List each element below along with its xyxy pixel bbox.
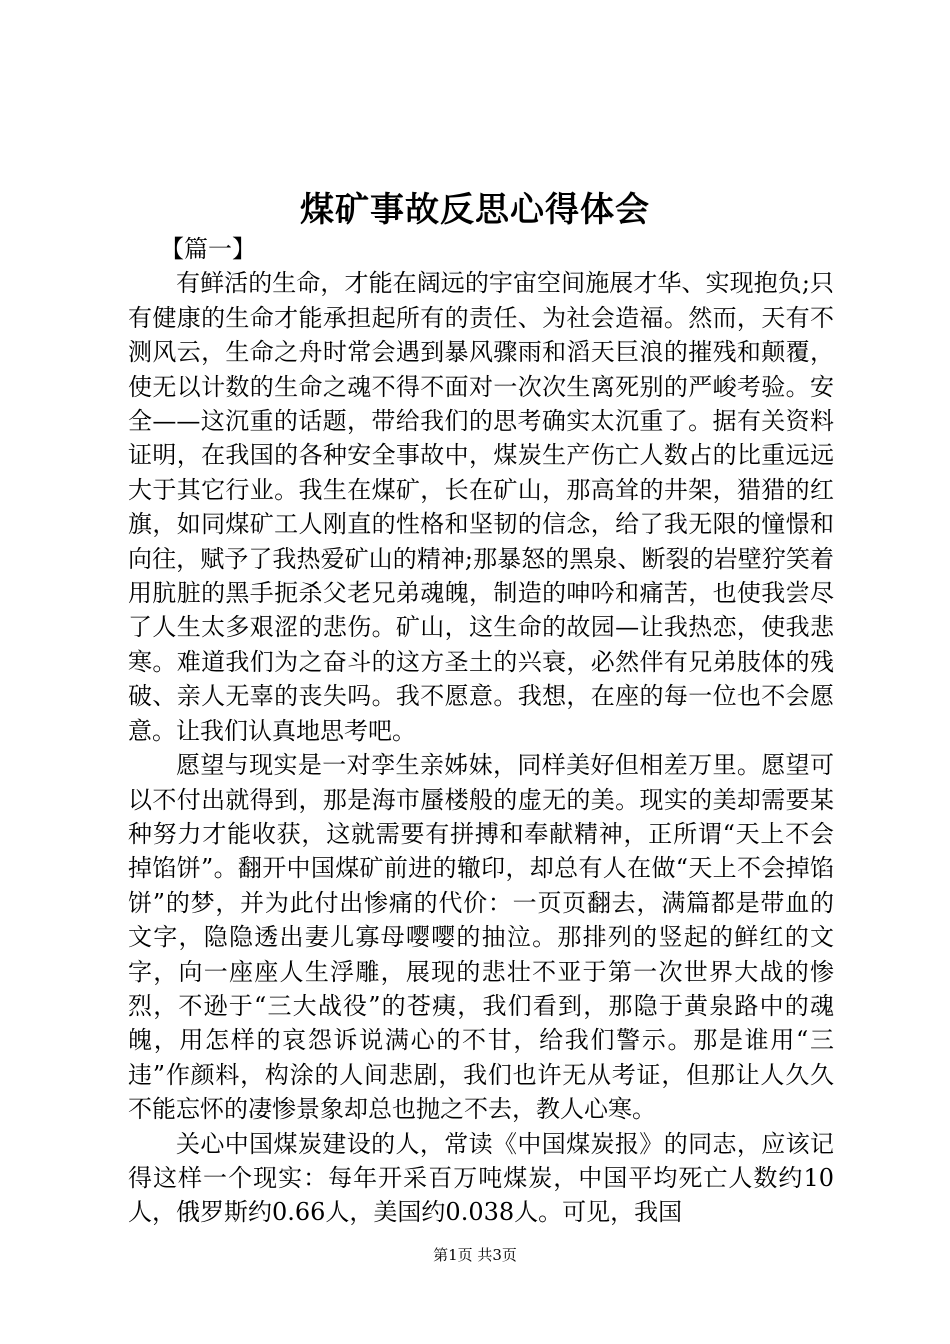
page-footer: 第1页 共3页 — [433, 1246, 517, 1264]
paragraph-2: 愿望与现实是一对孪生亲姊妹，同样美好但相差万里。愿望可以不付出就得到，那是海市蜃楼般的虚无的美。现实的美却需要某种努力才能收获，这就需要有拼搏和奉献精神，正所谓“天上不会掉馅饼”。翻开中国煤矿前进的辙印，却总有人在做“天上不会掉馅饼”的梦，并为此付出惨痛的代价：一页页翻去，满篇都是带血的文字，隐隐透出妻儿寡母嘤嘤的抽泣。那排列的竖起的鲜红的文字，向一座座人生浮雕，展现的悲壮不亚于第一次世界大战的惨烈，不逊于“三大战役”的苍痍，我们看到，那隐于黄泉路中的魂魄，用怎样的哀怨诉说满心的不甘，给我们警示。那是谁用“三违”作颜料，构涂的人间悲剧，我们也许无从考证，但那让人久久不能忘怀的凄惨景象却总也抛之不去，教人心寒。 — [128, 751, 834, 1124]
document-body — [128, 232, 834, 1230]
paragraph-3: 关心中国煤炭建设的人，常读《中国煤炭报》的同志，应该记得这样一个现实：每年开采百万吨煤炭，中国平均死亡人数约10人，俄罗斯约0.66人，美国约0.038人。可见，我国 — [128, 1129, 834, 1227]
section-label: 【篇一】 — [160, 235, 256, 263]
document-title: 煤矿事故反思心得体会 — [300, 190, 650, 230]
paragraph-1: 有鲜活的生命，才能在阔远的宇宙空间施展才华、实现抱负;只有健康的生命才能承担起所有的责任、为社会造福。然而，天有不测风云，生命之舟时常会遇到暴风骤雨和滔天巨浪的摧残和颠覆，使无以计数的生命之魂不得不面对一次次生离死别的严峻考验。安全——这沉重的话题，带给我们的思考确实太沉重了。据有关资料证明，在我国的各种安全事故中，煤炭生产伤亡人数占的比重远远大于其它行业。我生在煤矿，长在矿山，那高耸的井架，猎猎的红旗，如同煤矿工人刚直的性格和坚韧的信念，给了我无限的憧憬和向往，赋予了我热爱矿山的精神;那暴怒的黑泉、断裂的岩壁狞笑着用肮脏的黑手扼杀父老兄弟魂魄，制造的呻吟和痛苦，也使我尝尽了人生太多艰涩的悲伤。矿山，这生命的故园—让我热恋，使我悲寒。难道我们为之奋斗的这方圣土的兴衰，必然伴有兄弟肢体的残破、亲人无辜的丧失吗。我不愿意。我想，在座的每一位也不会愿意。让我们认真地思考吧。 — [128, 269, 834, 745]
